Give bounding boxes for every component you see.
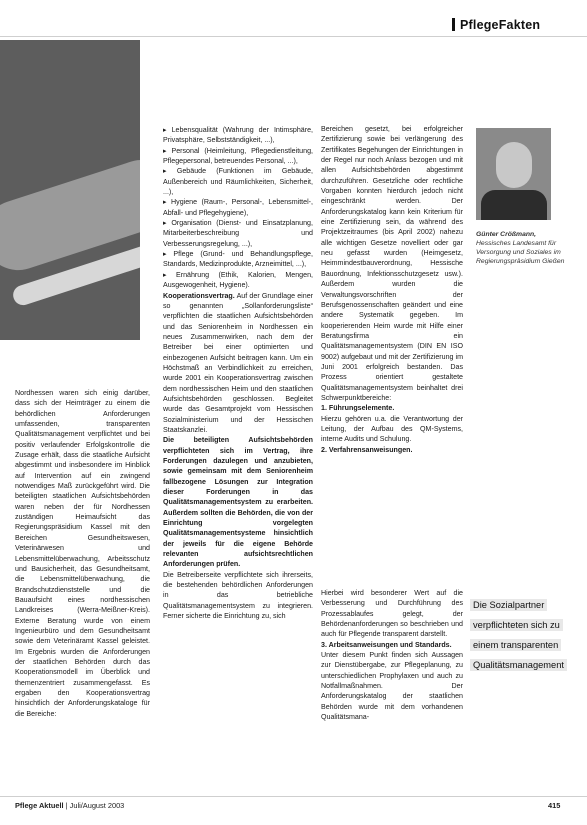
bullet-item: ▸ Hygiene (Raum-, Personal-, Lebensmittel-, Abfall- und Pflegehygiene),: [163, 198, 313, 217]
paragraph: Hierzu gehören u.a. die Verantwortung der Leitung, der Aufbau des QM-Systems, interne Audits und Schulung.: [321, 414, 463, 444]
bullet-text: Organisation (Dienst- und Einsatzplanung, Mitarbeiterbeschreibung und Verbesserungsregelung, ...),: [163, 219, 313, 248]
column-3: [321, 124, 463, 455]
column-3-text: Bereichen gesetzt, bei erfolgreicher Zertifizierung sowie bei verlängerung des Zertifikates Begehungen der Einrichtungen in der Regel nur noch Anlass bezogen und mit allen Aufsichtsbehörden abgestimmt durchzuführen. Gesetzliche oder rechtliche Vorgaben konnten hierdurch jedoch nicht eingeschränkt werden. Der Anforderungskatalog kann kein Kriterium für eine Zertifizierung sein, da während des Projektzeitraumes (bis April 2002) nahezu alle wichtigen Gesetze novelliert oder gar neu gefasst wurden (Heimgesetz, Heimmindestbauverordnung, Hessische Bauordnung, Infektionsschutzgesetz usw.). Außerdem wurden die Verwaltungsvorschriften der Berufsgenossenschaften geändert und eine andere Systematik gegeben. Im kooperierenden Heim wurde mit Hilfe einer Beratungsfirma ein Qualitätsmanagementsystem (DIN EN ISO 9002) aufgebaut und mit der Zertifizierung im Juni 2001 erfolgreich bestanden. Das Prozess orientiert gestaltete Qualitätsmanagementsystem beinhaltet drei Schwerpunktbereiche:: [321, 125, 463, 402]
paragraph: Unter diesem Punkt finden sich Aussagen zur Dienstübergabe, zur Pflegeplanung, zu unterschiedlichen Prophylaxen und auch zu Notfallmaßnahmen. Der Anforderungskatalog der staatlichen Behörden wurde mit dem vorhandenen Qualitätsmana-: [321, 651, 463, 722]
subheading: 1. Führungselemente.: [321, 404, 395, 413]
magazine-name: Pflege Aktuell: [15, 801, 64, 810]
author-role: Hessisches Landesamt für Versorgung und Soziales im Regierungspräsidium Gießen: [476, 240, 565, 265]
subheading: 3. Arbeitsanweisungen und Standards.: [321, 640, 452, 649]
page-number: 415: [548, 801, 561, 810]
bullet-item: ▸ Organisation (Dienst- und Einsatzplanung, Mitarbeiterbeschreibung und Verbesserungsregelung, ...),: [163, 219, 313, 248]
paragraph-bold: Die beteiligten Aufsichtsbehörden verpflichteten sich im Vertrag, ihre Forderungen dazulegen und anzubieten, sowie gemeinsam mit dem Seniorenheim fallbezogene Lösungen zur Integration dieser Forderungen in das Qualitätsmanagementsystem zu erarbeiten. Außerdem sollten die Behörden, die von der Einrichtung vorgelegten Qualitätsmanagementsysteme hinsichtlich der jeweils für die eigene Behörde relevanten aufsichtsrechtlichen Anforderungen prüfen.: [163, 436, 313, 569]
paragraph: Die Betreiberseite verpflichtete sich ihrerseits, die bestehenden behördlichen Anforderungen in das betriebliche Qualitätsmanagementsystem zu integrieren. Ferner sicherte die Einrichtung zu, sich: [163, 570, 313, 621]
column-1-text: Nordhessen waren sich einig darüber, dass sich der Heimträger zu einem die behördlichen Anforderungen umfassenden, transparenten Qualitätsmanagement verpflichtet und bei positiv verlaufender Erfolgskontrolle die Zusage erhält, dass die staatliche Aufsicht abgestimmt und insbesondere im Hinblick auf Intervention auf ein zwingend notwendiges Maß zurückgeführt wird. Die beteiligten staatlichen Aufsichtsbehörden waren neben der für Nordhessen zuständigen Heimaufsicht das Regierungspräsidium Kassel mit den Bereichen Gesundheitswesen, Veterinärwesen und Lebensmittelüberwachung, Arbeitsschutz und Bausicherheit, das Gesundheitsamt, die Lebensmittelüberwachung, die Brandschutzdienststelle und die Bauaufsicht eines nordhessischen Landkreises (Werra-Meißner-Kreis). Externe Beratung wurde von einem Ingenieurbüro und dem Gesundheitsamt sowie dem Veterinäramt Kassel geleistet. Im Ergebnis wurden die Anforderungen der staatlichen Behörden durch das Kooperationsmodell im Überblick und themenzentriert zusammengefasst. Es ergaben den Kooperationsvertrag hinsichtlich der Anforderungskataloge für die Bereiche:: [15, 389, 150, 718]
column-3-continued: [321, 588, 463, 722]
pull-quote-line: verpflichteten sich zu: [470, 619, 563, 631]
portrait-head: [496, 142, 532, 188]
paragraph: Hierbei wird besonderer Wert auf die Verbesserung und Durchführung des Prozessablaufes gelegt, der Behördenanforderungen so beschrieben und auch für Pflegende transparent darstellt.: [321, 589, 463, 639]
bullet-item: ▸ Pflege (Grund- und Behandlungspflege, Standards, Medizinprodukte, Arzneimittel, ...),: [163, 250, 313, 269]
pull-quote: [470, 595, 578, 675]
bullet-text: Pflege (Grund- und Behandlungspflege, Standards, Medizinprodukte, Arzneimittel, ...),: [163, 250, 313, 269]
footer: Pflege Aktuell | Juli/August 2003: [15, 801, 125, 810]
bullet-text: Lebensqualität (Wahrung der Intimsphäre, Privatsphäre, Selbstständigkeit, ...),: [163, 126, 313, 145]
article-photo: [0, 40, 140, 340]
paragraph-body: Auf der Grundlage einer so genannten „Sollanforderungsliste“ verpflichten die staatlichen Aufsichtsbehörden und das Seniorenheim in Nordhessen ein neues Zusammenwirken, nach dem der Betreiber bei einer optimierten und einbezogenen Aufsicht beitragen kann. Um ein Höchstmaß an Verbindlichkeit zu erreichen, wurde 2001 ein Kooperationsvertrag zwischen dem nordhessischen Heim und den staatlichen Aufsichtsbehörden geschlossen. Begleitet wurde das Gesamtprojekt vom Hessischen Sozialministerium und der Hessischen Staatskanzlei.: [163, 291, 313, 434]
bullet-text: Personal (Heimleitung, Pflegedienstleitung, Pflegepersonal, betreuendes Personal, ...),: [163, 146, 313, 166]
bottom-rule: [0, 796, 587, 797]
issue-date: Juli/August 2003: [69, 801, 125, 810]
paragraph-head: Kooperationsvertrag.: [163, 291, 235, 300]
author-name: Günter Crößmann,: [476, 231, 537, 238]
bullet-text: Ernährung (Ethik, Kalorien, Mengen, Ausgewogenheit, Hygiene).: [163, 270, 313, 290]
pull-quote-line: einem transparenten: [470, 639, 561, 651]
section-title: PflegeFakten: [460, 18, 541, 32]
section-header: [452, 18, 540, 32]
author-portrait: [476, 128, 551, 220]
bullet-item: ▸ Ernährung (Ethik, Kalorien, Mengen, Ausgewogenheit, Hygiene).: [163, 270, 313, 290]
pull-quote-line: Die Sozialpartner: [470, 599, 547, 611]
portrait-body: [481, 190, 547, 220]
header-bar: [452, 18, 455, 31]
bullet-item: ▸ Gebäude (Funktionen im Gebäude, Außenbereich und Räumlichkeiten, Sicherheit, ...),: [163, 167, 313, 197]
portrait-caption: [476, 230, 566, 266]
bullet-text: Hygiene (Raum-, Personal-, Lebensmittel-, Abfall- und Pflegehygiene),: [163, 198, 313, 217]
pull-quote-line: Qualitätsmanagement: [470, 659, 567, 671]
paragraph: [163, 291, 313, 436]
subheading: 2. Verfahrensanweisungen.: [321, 445, 413, 454]
bullet-item: ▸ Lebensqualität (Wahrung der Intimsphäre, Privatsphäre, Selbstständigkeit, ...),: [163, 126, 313, 145]
column-1: [15, 388, 150, 719]
column-2: [163, 125, 313, 622]
bullet-item: ▸ Personal (Heimleitung, Pflegedienstleitung, Pflegepersonal, betreuendes Personal, ...),: [163, 146, 313, 166]
top-rule: [0, 36, 587, 37]
bullet-text: Gebäude (Funktionen im Gebäude, Außenbereich und Räumlichkeiten, Sicherheit, ...),: [163, 167, 313, 197]
